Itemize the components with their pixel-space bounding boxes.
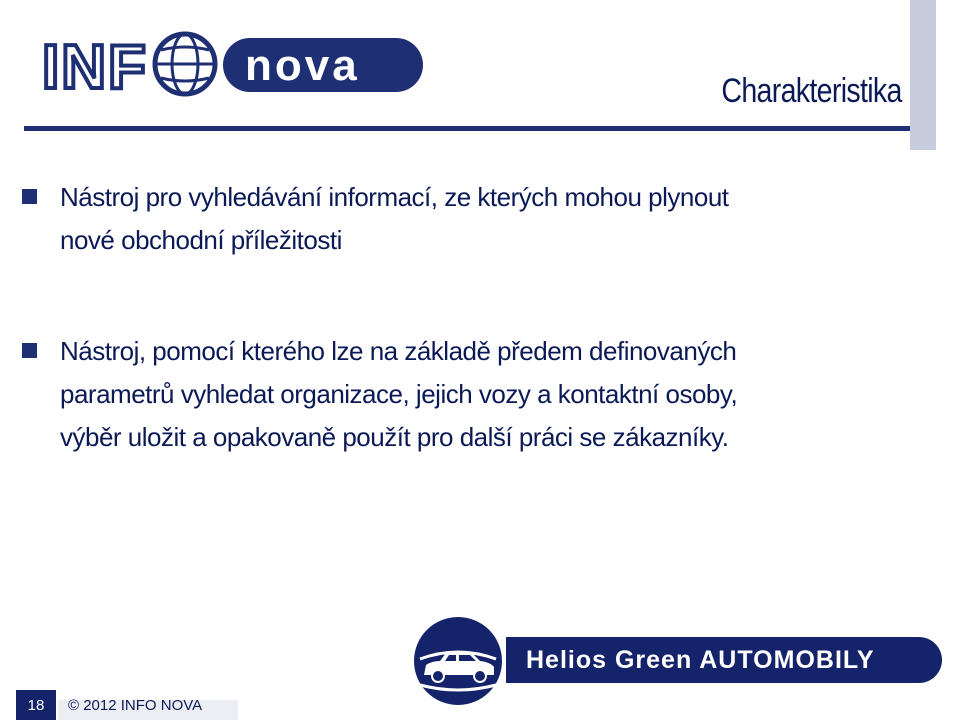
- title-divider: [24, 126, 910, 131]
- bullet-line: Nástroj pro vyhledávání informací, ze kterých mohou plynout: [60, 182, 729, 212]
- bullet-square-icon: [22, 343, 37, 358]
- helios-brand-text: Helios Green AUTOMOBILY: [526, 645, 875, 674]
- logo-nova-text: nova: [245, 41, 360, 90]
- page-title: Charakteristika: [721, 72, 902, 110]
- car-icon: [412, 615, 504, 707]
- info-nova-logo: [40, 30, 430, 100]
- decorative-corner-block: [910, 0, 936, 150]
- bullet-line: parametrů vyhledat organizace, jejich vozy a kontaktní osoby,: [60, 379, 738, 409]
- bullet-line: nové obchodní příležitosti: [60, 225, 342, 255]
- bullet-line: Nástroj, pomocí kterého lze na základě předem definovaných: [60, 336, 737, 366]
- copyright-text: © 2012 INFO NOVA: [68, 697, 203, 714]
- helios-brand-bar: [506, 637, 942, 683]
- bullet-square-icon: [22, 189, 37, 204]
- logo-info-text: INF: [42, 33, 148, 100]
- bullet-line: výběr uložit a opakovaně použít pro další práci se zákazníky.: [60, 422, 729, 452]
- page-number: 18: [16, 690, 56, 720]
- bullet-item: [60, 330, 930, 459]
- bullet-item: [60, 176, 910, 262]
- globe-icon: [155, 34, 215, 94]
